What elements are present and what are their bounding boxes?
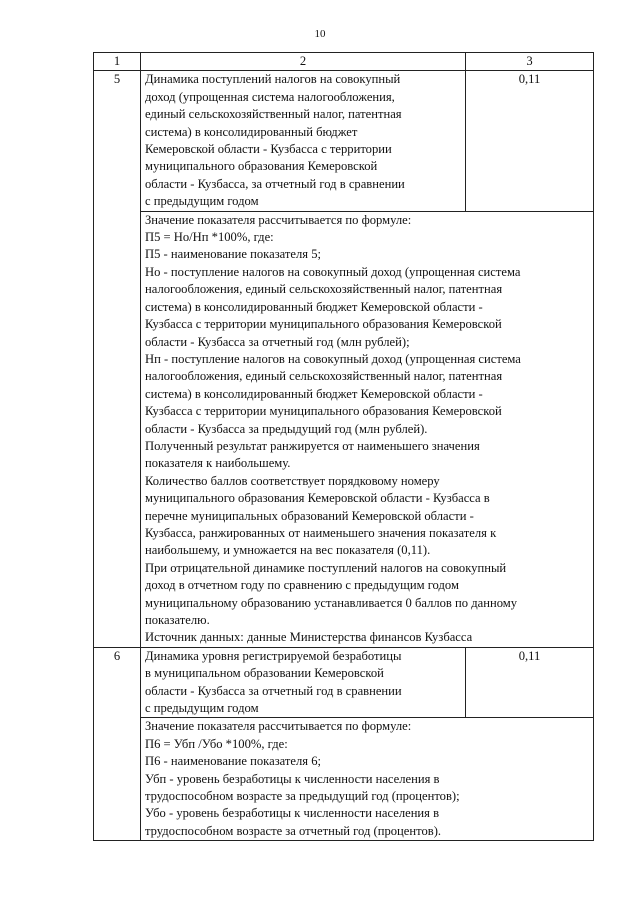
formula-line: П6 - наименование показателя 6; xyxy=(145,754,322,769)
indicator-name-line: области - Кузбасса за отчетный год в сравнении xyxy=(145,683,402,698)
formula-line: Значение показателя рассчитывается по формуле: xyxy=(145,212,412,227)
formula-line: система) в консолидированный бюджет Кемеровской области - xyxy=(145,386,483,401)
formula-line: трудоспособном возрасте за предыдущий год (процентов); xyxy=(145,789,460,804)
formula-line: При отрицательной динамике поступлений налогов на совокупный xyxy=(145,560,507,575)
formula-line: области - Кузбасса за предыдущий год (млн рублей). xyxy=(145,421,428,436)
formula-line: налогообложения, единый сельскохозяйственный налог, патентная xyxy=(145,282,503,297)
formula-line: Кузбасса с территории муниципального образования Кемеровской xyxy=(145,317,502,332)
indicator-name xyxy=(141,647,466,718)
formula-line: Кузбасса с территории муниципального образования Кемеровской xyxy=(145,404,502,419)
indicator-name-line: система) в консолидированный бюджет xyxy=(145,124,358,139)
formula-line: Источник данных: данные Министерства финансов Кузбасса xyxy=(145,630,473,645)
header-col-2: 2 xyxy=(141,53,466,71)
formula-line: показателя к наибольшему. xyxy=(145,456,291,471)
formula-line: муниципальному образованию устанавливается 0 баллов по данному xyxy=(145,595,518,610)
formula-line: налогообложения, единый сельскохозяйственный налог, патентная xyxy=(145,369,503,384)
formula-line: трудоспособном возрасте за отчетный год (процентов). xyxy=(145,823,442,838)
formula-line: доход в отчетном году по сравнению с предыдущим годом xyxy=(145,578,459,593)
formula-line: перечне муниципальных образований Кемеровской области - xyxy=(145,508,474,523)
indicator-name-line: муниципального образования Кемеровской xyxy=(145,159,378,174)
indicator-name-line: области - Кузбасса, за отчетный год в сравнении xyxy=(145,176,405,191)
formula-line: показателю. xyxy=(145,613,210,627)
indicator-name-line: Динамика уровня регистрируемой безработицы xyxy=(145,648,402,663)
formula-line: Нп - поступление налогов на совокупный доход (упрощенная система xyxy=(145,351,521,366)
indicator-name-line: в муниципальном образовании Кемеровской xyxy=(145,666,384,681)
indicator-formula xyxy=(141,211,594,647)
formula-line: Но - поступление налогов на совокупный доход (упрощенная система xyxy=(145,264,521,279)
indicator-formula-row-5 xyxy=(94,211,594,647)
formula-line: области - Кузбасса за отчетный год (млн рублей); xyxy=(145,334,410,349)
indicators-table xyxy=(93,52,594,841)
formula-line: П5 = Но/Нп *100%, где: xyxy=(145,230,274,245)
indicator-weight: 0,11 xyxy=(466,71,594,211)
indicator-weight: 0,11 xyxy=(466,647,594,718)
indicator-number: 6 xyxy=(94,647,141,840)
indicator-name xyxy=(141,71,466,211)
indicator-formula xyxy=(141,718,594,841)
formula-line: П6 = Убп /Убо *100%, где: xyxy=(145,736,288,751)
indicator-row-5 xyxy=(94,71,594,211)
formula-line: П5 - наименование показателя 5; xyxy=(145,247,322,262)
indicator-name-line: с предыдущим годом xyxy=(145,194,259,209)
indicator-formula-row-6 xyxy=(94,718,594,841)
formula-line: Убп - уровень безработицы к численности населения в xyxy=(145,771,440,786)
header-col-3: 3 xyxy=(466,53,594,71)
indicator-row-6 xyxy=(94,647,594,718)
formula-line: наибольшему, и умножается на вес показателя (0,11). xyxy=(145,543,431,558)
header-col-1: 1 xyxy=(94,53,141,71)
formula-line: Значение показателя рассчитывается по формуле: xyxy=(145,719,412,734)
table-header-row xyxy=(94,53,594,71)
indicator-number: 5 xyxy=(94,71,141,647)
formula-line: Полученный результат ранжируется от наименьшего значения xyxy=(145,438,480,453)
indicator-name-line: единый сельскохозяйственный налог, патентная xyxy=(145,107,402,122)
formula-line: муниципального образования Кемеровской области - Кузбасса в xyxy=(145,491,490,506)
indicator-name-line: с предыдущим годом xyxy=(145,701,259,716)
page-number: 10 xyxy=(314,28,326,40)
indicator-name-line: Динамика поступлений налогов на совокупный xyxy=(145,72,401,87)
formula-line: Кузбасса, ранжированных от наименьшего значения показателя к xyxy=(145,525,497,540)
indicator-name-line: доход (упрощенная система налогообложения, xyxy=(145,89,395,104)
formula-line: Убо - уровень безработицы к численности населения в xyxy=(145,806,440,821)
formula-line: система) в консолидированный бюджет Кемеровской области - xyxy=(145,299,483,314)
formula-line: Количество баллов соответствует порядковому номеру xyxy=(145,473,440,488)
indicator-name-line: Кемеровской области - Кузбасса с территории xyxy=(145,142,392,157)
